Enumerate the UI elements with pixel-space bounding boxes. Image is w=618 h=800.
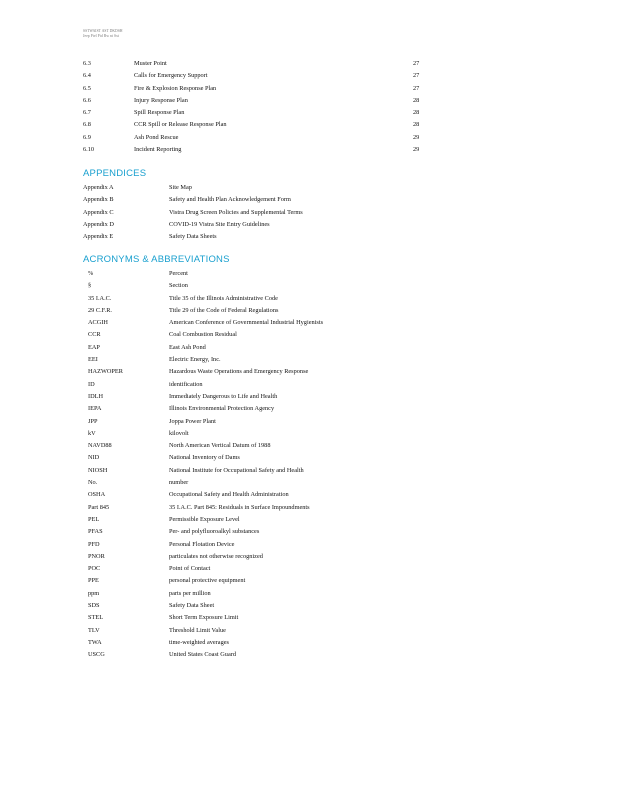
toc-section-title: Calls for Emergency Support xyxy=(134,72,208,80)
toc-section-title: Spill Response Plan xyxy=(134,109,185,117)
toc-page-number: 28 xyxy=(413,109,420,117)
acronym-entry xyxy=(88,575,388,587)
toc-section-title: Fire & Explosion Response Plan xyxy=(134,84,217,92)
appendix-id: Appendix A xyxy=(83,184,114,191)
toc-page-number: 28 xyxy=(413,96,420,104)
acronym-term: Part 845 xyxy=(88,503,110,511)
acronym-entry xyxy=(88,539,388,551)
acronym-term: PNOR xyxy=(88,552,105,560)
acronym-entry xyxy=(88,342,388,354)
appendix-description: Safety Data Sheets xyxy=(169,233,217,241)
toc-section-number: 6.10 xyxy=(83,146,95,154)
acronym-definition: Hazardous Waste Operations and Emergency Response xyxy=(169,368,309,376)
acronym-term: EEI xyxy=(88,356,98,364)
acronym-entry xyxy=(88,305,388,317)
acronym-entry xyxy=(88,354,388,366)
acronym-term: ID xyxy=(88,380,95,388)
toc-page-number: 27 xyxy=(413,60,420,67)
toc-section-number: 6.6 xyxy=(83,96,91,104)
appendix-description: Site Map xyxy=(169,184,192,191)
acronym-term: TWA xyxy=(88,638,102,646)
acronym-term: CCR xyxy=(88,331,101,339)
toc-section-title: Muster Point xyxy=(134,60,167,67)
acronym-entry xyxy=(88,625,388,637)
appendix-id: Appendix E xyxy=(83,233,114,241)
acronym-definition: East Ash Pond xyxy=(169,343,206,351)
appendix-entry xyxy=(83,219,383,231)
acronym-definition: Section xyxy=(169,282,188,290)
acronym-definition: particulates not otherwise recognized xyxy=(169,552,263,560)
acronym-entry xyxy=(88,416,388,428)
toc-section-number: 6.9 xyxy=(83,133,91,141)
acronym-definition: Short Term Exposure Limit xyxy=(169,614,239,622)
acronym-definition: Permissible Exposure Level xyxy=(169,515,240,523)
acronym-definition: Safety Data Sheet xyxy=(169,602,215,610)
acronym-definition: identification xyxy=(169,380,203,388)
acronym-term: NAVD88 xyxy=(88,442,112,450)
acronym-entry xyxy=(88,317,388,329)
appendix-entry xyxy=(83,194,383,206)
acronym-definition: 35 I.A.C. Part 845: Residuals in Surface Impoundments xyxy=(169,503,310,511)
acronym-definition: National Inventory of Dams xyxy=(169,454,240,462)
acronym-definition: Threshold Limit Value xyxy=(169,626,226,634)
acronym-definition: Illinois Environmental Protection Agency xyxy=(169,405,275,413)
acronym-entry xyxy=(88,502,388,514)
acronym-definition: Per- and polyfluoroalkyl substances xyxy=(169,528,260,536)
acronym-entry xyxy=(88,366,388,378)
acronym-entry xyxy=(88,526,388,538)
acronym-definition: Percent xyxy=(169,270,188,277)
appendix-description: COVID-19 Vistra Site Entry Guidelines xyxy=(169,220,270,228)
acronym-entry xyxy=(88,563,388,575)
acronym-term: ppm xyxy=(88,589,100,597)
header-line-2: Jeep Ptel Ptd Rw nt Sxt xyxy=(83,34,120,38)
acronym-entry xyxy=(88,379,388,391)
acronym-term: SDS xyxy=(88,602,100,610)
acronym-entry xyxy=(88,268,388,280)
acronym-entry xyxy=(88,588,388,600)
toc-page-number: 29 xyxy=(413,133,420,141)
toc-section-number: 6.7 xyxy=(83,109,91,117)
acronym-definition: number xyxy=(169,479,189,487)
appendices-heading: APPENDICES xyxy=(83,168,147,179)
toc-entry xyxy=(83,144,423,156)
acronym-entry xyxy=(88,612,388,624)
toc-entry xyxy=(83,95,423,107)
acronym-term: STEL xyxy=(88,614,104,622)
acronym-entry xyxy=(88,477,388,489)
appendix-id: Appendix B xyxy=(83,196,114,204)
appendix-entry xyxy=(83,207,383,219)
toc-section-title: Injury Response Plan xyxy=(134,96,188,104)
acronym-definition: National Institute for Occupational Safety and Health xyxy=(169,466,304,474)
acronym-term: PPE xyxy=(88,577,99,585)
acronym-term: 29 C.F.R. xyxy=(88,306,112,314)
acronym-entry xyxy=(88,280,388,292)
acronym-definition: American Conference of Governmental Industrial Hygienists xyxy=(169,319,324,327)
appendix-description: Safety and Health Plan Acknowledgement Form xyxy=(169,196,291,204)
acronym-entry xyxy=(88,428,388,440)
acronym-term: JPP xyxy=(88,417,98,425)
acronym-term: % xyxy=(88,270,94,277)
acronym-entry xyxy=(88,514,388,526)
toc-entry xyxy=(83,119,423,131)
header-line-1: SSTWAIST AST DKDSH xyxy=(83,29,123,33)
acronym-definition: kilovolt xyxy=(169,429,189,437)
toc-page-number: 29 xyxy=(413,146,420,154)
toc-page-number: 27 xyxy=(413,84,420,92)
acronym-definition: Point of Contact xyxy=(169,565,211,573)
acronym-term: kV xyxy=(88,429,96,437)
acronym-definition: personal protective equipment xyxy=(169,577,246,585)
acronyms-list xyxy=(88,268,388,662)
acronym-entry xyxy=(88,391,388,403)
appendix-id: Appendix D xyxy=(83,220,114,228)
toc-section-number: 6.4 xyxy=(83,72,91,80)
appendix-description: Vistra Drug Screen Policies and Supplemental Terms xyxy=(169,208,303,216)
acronym-entry xyxy=(88,637,388,649)
acronym-entry xyxy=(88,551,388,563)
acronym-term: HAZWOPER xyxy=(88,368,123,376)
acronym-definition: North American Vertical Datum of 1988 xyxy=(169,442,271,450)
acronym-term: § xyxy=(88,282,92,290)
acronym-definition: Occupational Safety and Health Administration xyxy=(169,491,289,499)
acronym-definition: Title 35 of the Illinois Administrative Code xyxy=(169,294,278,302)
acronym-definition: Immediately Dangerous to Life and Health xyxy=(169,392,278,400)
acronym-entry xyxy=(88,403,388,415)
acronym-term: USCG xyxy=(88,651,105,659)
toc-section-title: Incident Reporting xyxy=(134,146,182,154)
acronym-definition: Coal Combustion Residual xyxy=(169,331,237,339)
table-of-contents xyxy=(83,58,423,156)
acronym-term: NIOSH xyxy=(88,466,108,474)
toc-entry xyxy=(83,107,423,119)
toc-page-number: 28 xyxy=(413,121,420,129)
acronym-entry xyxy=(88,329,388,341)
acronym-definition: United States Coast Guard xyxy=(169,651,236,659)
appendices-list xyxy=(83,182,383,243)
acronym-definition: time-weighted averages xyxy=(169,638,229,646)
acronym-entry xyxy=(88,452,388,464)
acronym-definition: Electric Energy, Inc. xyxy=(169,356,221,364)
acronym-entry xyxy=(88,440,388,452)
toc-section-title: CCR Spill or Release Response Plan xyxy=(134,121,227,129)
toc-page-number: 27 xyxy=(413,72,420,80)
toc-entry xyxy=(83,83,423,95)
acronym-definition: parts per million xyxy=(169,589,211,597)
toc-section-number: 6.5 xyxy=(83,84,91,92)
acronym-term: IDLH xyxy=(88,392,104,400)
appendix-entry xyxy=(83,231,383,243)
acronym-term: PFD xyxy=(88,540,100,548)
acronym-term: TLV xyxy=(88,626,100,634)
acronym-term: 35 I.A.C. xyxy=(88,294,112,302)
acronym-term: PEL xyxy=(88,515,100,523)
toc-section-number: 6.3 xyxy=(83,60,91,67)
toc-entry xyxy=(83,132,423,144)
acronym-entry xyxy=(88,600,388,612)
acronym-definition: Title 29 of the Code of Federal Regulations xyxy=(169,306,279,314)
acronym-entry xyxy=(88,649,388,661)
acronym-definition: Joppa Power Plant xyxy=(169,417,216,425)
acronym-entry xyxy=(88,293,388,305)
toc-entry xyxy=(83,70,423,82)
appendix-id: Appendix C xyxy=(83,208,114,216)
acronym-definition: Personal Flotation Device xyxy=(169,540,235,548)
toc-section-number: 6.8 xyxy=(83,121,91,129)
acronym-term: EAP xyxy=(88,343,100,351)
acronym-term: ACGIH xyxy=(88,319,108,327)
acronyms-heading: ACRONYMS & ABBREVIATIONS xyxy=(83,254,230,265)
running-header xyxy=(83,29,123,39)
acronym-term: IEPA xyxy=(88,405,102,413)
appendix-entry xyxy=(83,182,383,194)
toc-entry xyxy=(83,58,423,70)
acronym-term: OSHA xyxy=(88,491,106,499)
acronym-entry xyxy=(88,465,388,477)
toc-section-title: Ash Pond Rescue xyxy=(134,133,179,141)
acronym-entry xyxy=(88,489,388,501)
acronym-term: POC xyxy=(88,565,101,573)
acronym-term: NID xyxy=(88,454,100,462)
acronym-term: PFAS xyxy=(88,528,103,536)
acronym-term: No. xyxy=(88,479,98,487)
